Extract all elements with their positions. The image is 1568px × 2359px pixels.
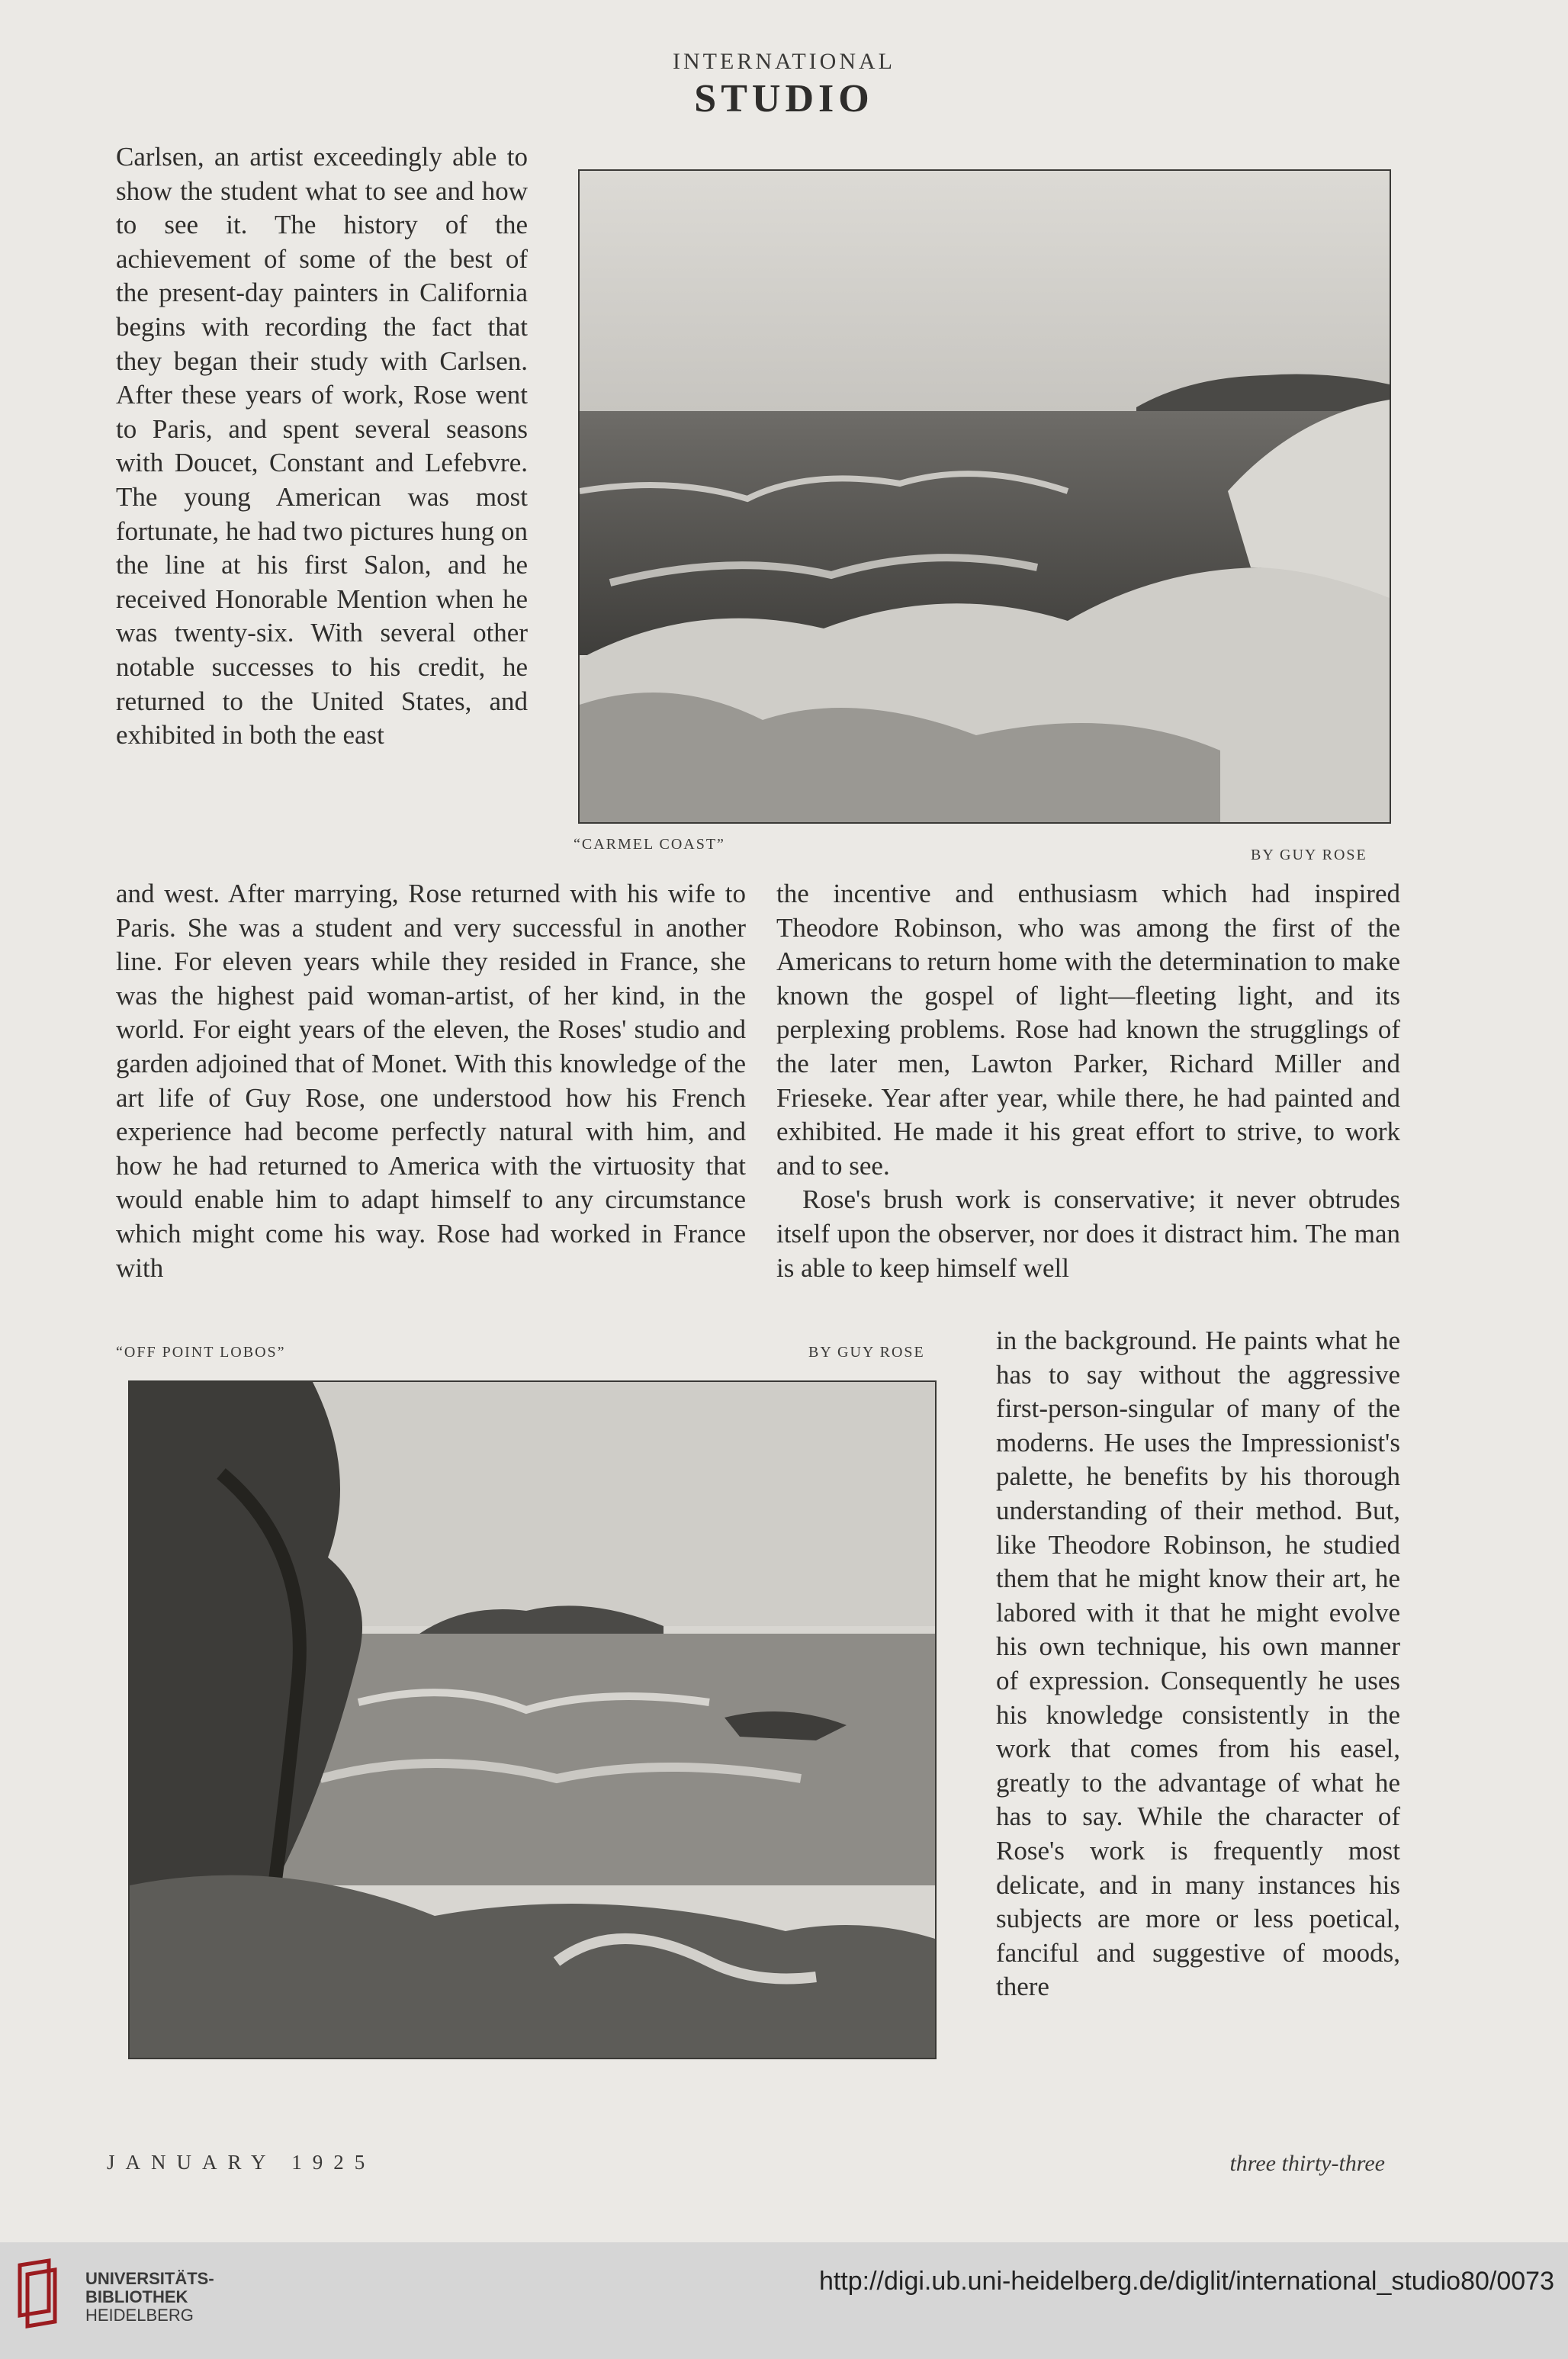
footer-date: JANUARY 1925	[107, 2151, 376, 2174]
library-bar	[0, 2242, 1568, 2359]
library-name-line3: HEIDELBERG	[85, 2306, 194, 2325]
paragraph: and west. After marrying, Rose returned with his wife to Paris. She was a student and very successful in another line. For eleven years while they resided in France, she was the highest paid woman-artist, of her kind, in the world. For eight years of the eleven, the Roses' studio and garden adjoined that of Monet. With this knowledge of the art life of Guy Rose, one understood how his French experience had become perfectly natural with him, and how he had returned to America with the virtuosity that would enable him to adapt himself to any circumstance which might come his way. Rose had worked in France with	[116, 879, 746, 1283]
paragraph: in the background. He paints what he has to say without the aggressive first-person-singular of many of the moderns. He uses the Impressionist's palette, he benefits by his thorough understanding of their method. But, like Theodore Robinson, he studied them that he might know their art, he labored with it that he might evolve his own technique, his own manner of expression. Consequently he uses his knowledge consistently in the work that comes from his easel, greatly to the advantage of what he has to say. While the character of Rose's work is frequently most delicate, and in many instances his subjects are more or less poetical, fanciful and suggestive of moods, there	[996, 1326, 1400, 2002]
library-logo-icon	[15, 2258, 59, 2334]
carmel-coast-photo	[578, 169, 1391, 824]
right-column-wrap-text	[996, 1324, 1400, 2004]
left-column-top-text	[116, 140, 528, 753]
right-column-text	[776, 877, 1400, 1285]
source-url-link[interactable]: http://digi.ub.uni-heidelberg.de/diglit/international_studio80/0073	[818, 2267, 1554, 2296]
paragraph: Rose's brush work is conservative; it never obtrudes itself upon the observer, nor does it distract him. The man is able to keep himself well	[776, 1184, 1400, 1283]
masthead-international: INTERNATIONAL	[673, 49, 895, 74]
library-name	[85, 2270, 214, 2325]
off-point-lobos-painting	[130, 1382, 935, 2058]
paragraph: the incentive and enthusiasm which had inspired Theodore Robinson, who was among the first of the Americans to return home with the determination to make known the gospel of light—fleeting light, and its perplexing problems. Rose had known the strugglings of the later men, Lawton Parker, Richard Miller and Frieseke. Year after year, while there, he had painted and exhibited. He made it his great effort to strive, to work and to see.	[776, 879, 1400, 1181]
off-point-lobos-photo	[128, 1380, 937, 2059]
library-name-line2: BIBLIOTHEK	[85, 2287, 188, 2306]
carmel-coast-painting	[580, 171, 1390, 822]
off-point-lobos-title: “OFF POINT LOBOS”	[116, 1344, 286, 1361]
carmel-coast-credit: BY GUY ROSE	[1251, 847, 1367, 863]
carmel-coast-title: “CARMEL COAST”	[574, 836, 725, 853]
paragraph: Carlsen, an artist exceedingly able to show the student what to see and how to see it. The history of the achievement of some of the best of the present-day painters in California begins with recording the fact that they began their study with Carlsen. After these years of work, Rose went to Paris, and spent several seasons with Doucet, Constant and Lefebvre. The young American was most fortunate, he had two pictures hung on the line at his first Salon, and he received Honorable Mention when he was twenty-six. With several other notable successes to his credit, he returned to the United States, and exhibited in both the east	[116, 142, 528, 750]
left-column-middle-text	[116, 877, 746, 1285]
library-name-line1: UNIVERSITÄTS-	[85, 2269, 214, 2288]
footer-page-number: three thirty-three	[1229, 2151, 1385, 2176]
off-point-lobos-credit: BY GUY ROSE	[808, 1344, 925, 1361]
masthead-studio: STUDIO	[694, 77, 874, 121]
